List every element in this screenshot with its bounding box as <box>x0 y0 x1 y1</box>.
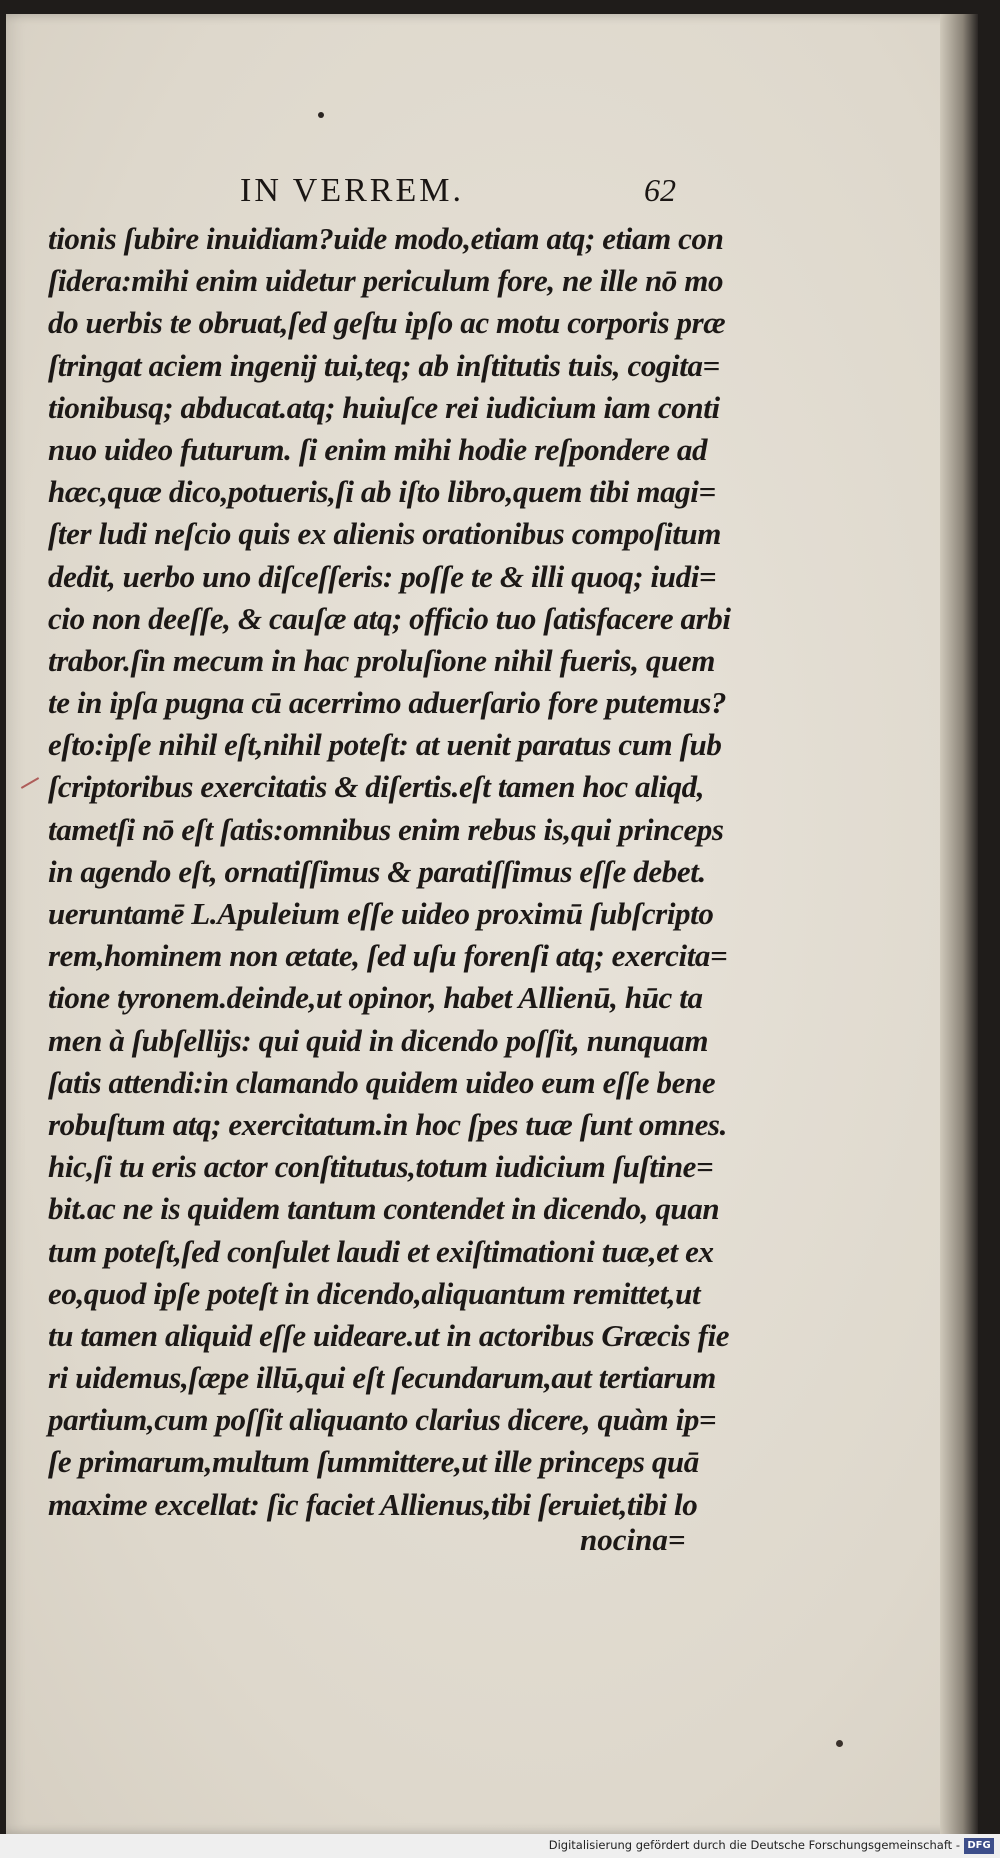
text-line: dedit, uerbo uno diſceſſeris: poſſe te & illi quoq; iudi= <box>48 558 717 594</box>
text-line: hic,ſi tu eris actor conſtitutus,totum iudicium ſuſtine= <box>48 1149 714 1185</box>
text-line: tu tamen aliquid eſſe uideare.ut in actoribus Græcis fie <box>48 1317 730 1353</box>
text-line: ſatis attendi:in clamando quidem uideo eum eſſe bene <box>48 1064 716 1100</box>
text-line: tionibusq; abducat.atq; huiuſce rei iudicium iam conti <box>48 389 720 425</box>
text-line: tametſi nō eſt ſatis:omnibus enim rebus is,qui princeps <box>48 811 724 847</box>
text-line: eſto:ipſe nihil eſt,nihil poteſt: at uenit paratus cum ſub <box>48 727 722 763</box>
text-line: tione tyronem.deinde,ut opinor, habet Allienū, hūc ta <box>48 980 703 1016</box>
text-line: hæc,quæ dico,potueris,ſi ab iſto libro,quem tibi magi= <box>48 474 716 510</box>
text-line: rem,hominem non ætate, ſed uſu forenſi atq; exercita= <box>48 938 728 974</box>
dfg-logo: DFG <box>964 1838 994 1854</box>
text-line: tum poteſt,ſed conſulet laudi et exiſtimationi tuæ,et ex <box>48 1233 714 1269</box>
text-line: ſidera:mihi enim uidetur periculum fore, ne ille nō mo <box>48 263 724 299</box>
text-line: trabor.ſin mecum in hac proluſione nihil fueris, quem <box>48 642 715 678</box>
text-line: bit.ac ne is quidem tantum contendet in dicendo, quan <box>48 1191 720 1227</box>
text-line: ueruntamē L.Apuleium eſſe uideo proximū ſubſcripto <box>48 896 714 931</box>
catchword: nocina= <box>580 1522 686 1557</box>
folio-number: 62 <box>644 172 676 208</box>
text-line: eo,quod ipſe poteſt in dicendo,aliquantum remittet,ut <box>48 1275 701 1311</box>
page-edge-shadow <box>940 14 978 1834</box>
paper-speck <box>836 1740 843 1747</box>
text-line: te in ipſa pugna cū acerrimo aduerſario fore putemus? <box>48 685 727 721</box>
footer-credit: Digitalisierung gefördert durch die Deutsche Forschungsgemeinschaft - <box>548 1838 960 1852</box>
text-line: partium,cum poſſit aliquanto clarius dicere, quàm ip= <box>48 1402 717 1438</box>
text-line: do uerbis te obruat,ſed geſtu ipſo ac motu corporis præ <box>48 305 726 341</box>
text-line: maxime excellat: ſic faciet Allienus,tibi ſeruiet,tibi lo <box>48 1486 698 1522</box>
text-line: ri uidemus,ſæpe illū,qui eſt ſecundarum,aut tertiarum <box>48 1360 716 1396</box>
text-line: in agendo eſt, ornatiſſimus & paratiſſimus eſſe debet. <box>48 853 706 889</box>
text-line: nuo uideo futurum. ſi enim mihi hodie reſpondere ad <box>48 431 708 467</box>
text-line: ſe primarum,multum ſummittere,ut ille princeps quā <box>48 1444 699 1480</box>
text-line: ſter ludi neſcio quis ex alienis orationibus compoſitum <box>48 516 721 552</box>
text-line: cio non deeſſe, & cauſæ atq; officio tuo ſatisfacere arbi <box>48 600 731 636</box>
body-text <box>48 218 738 1526</box>
text-line: robuſtum atq; exercitatum.in hoc ſpes tuæ ſunt omnes. <box>48 1106 727 1142</box>
text-line: men à ſubſellijs: qui quid in dicendo poſſit, nunquam <box>48 1022 709 1058</box>
text-line: tionis ſubire inuidiam?uide modo,etiam atq; etiam con <box>48 221 724 256</box>
running-head: IN VERREM. <box>240 172 464 209</box>
text-line: ſtringat aciem ingenij tui,teq; ab inſtitutis tuis, cogita= <box>48 347 720 383</box>
text-line: ſcriptoribus exercitatis & diſertis.eſt tamen hoc aliqd, <box>48 769 705 805</box>
ink-dot <box>318 112 324 118</box>
